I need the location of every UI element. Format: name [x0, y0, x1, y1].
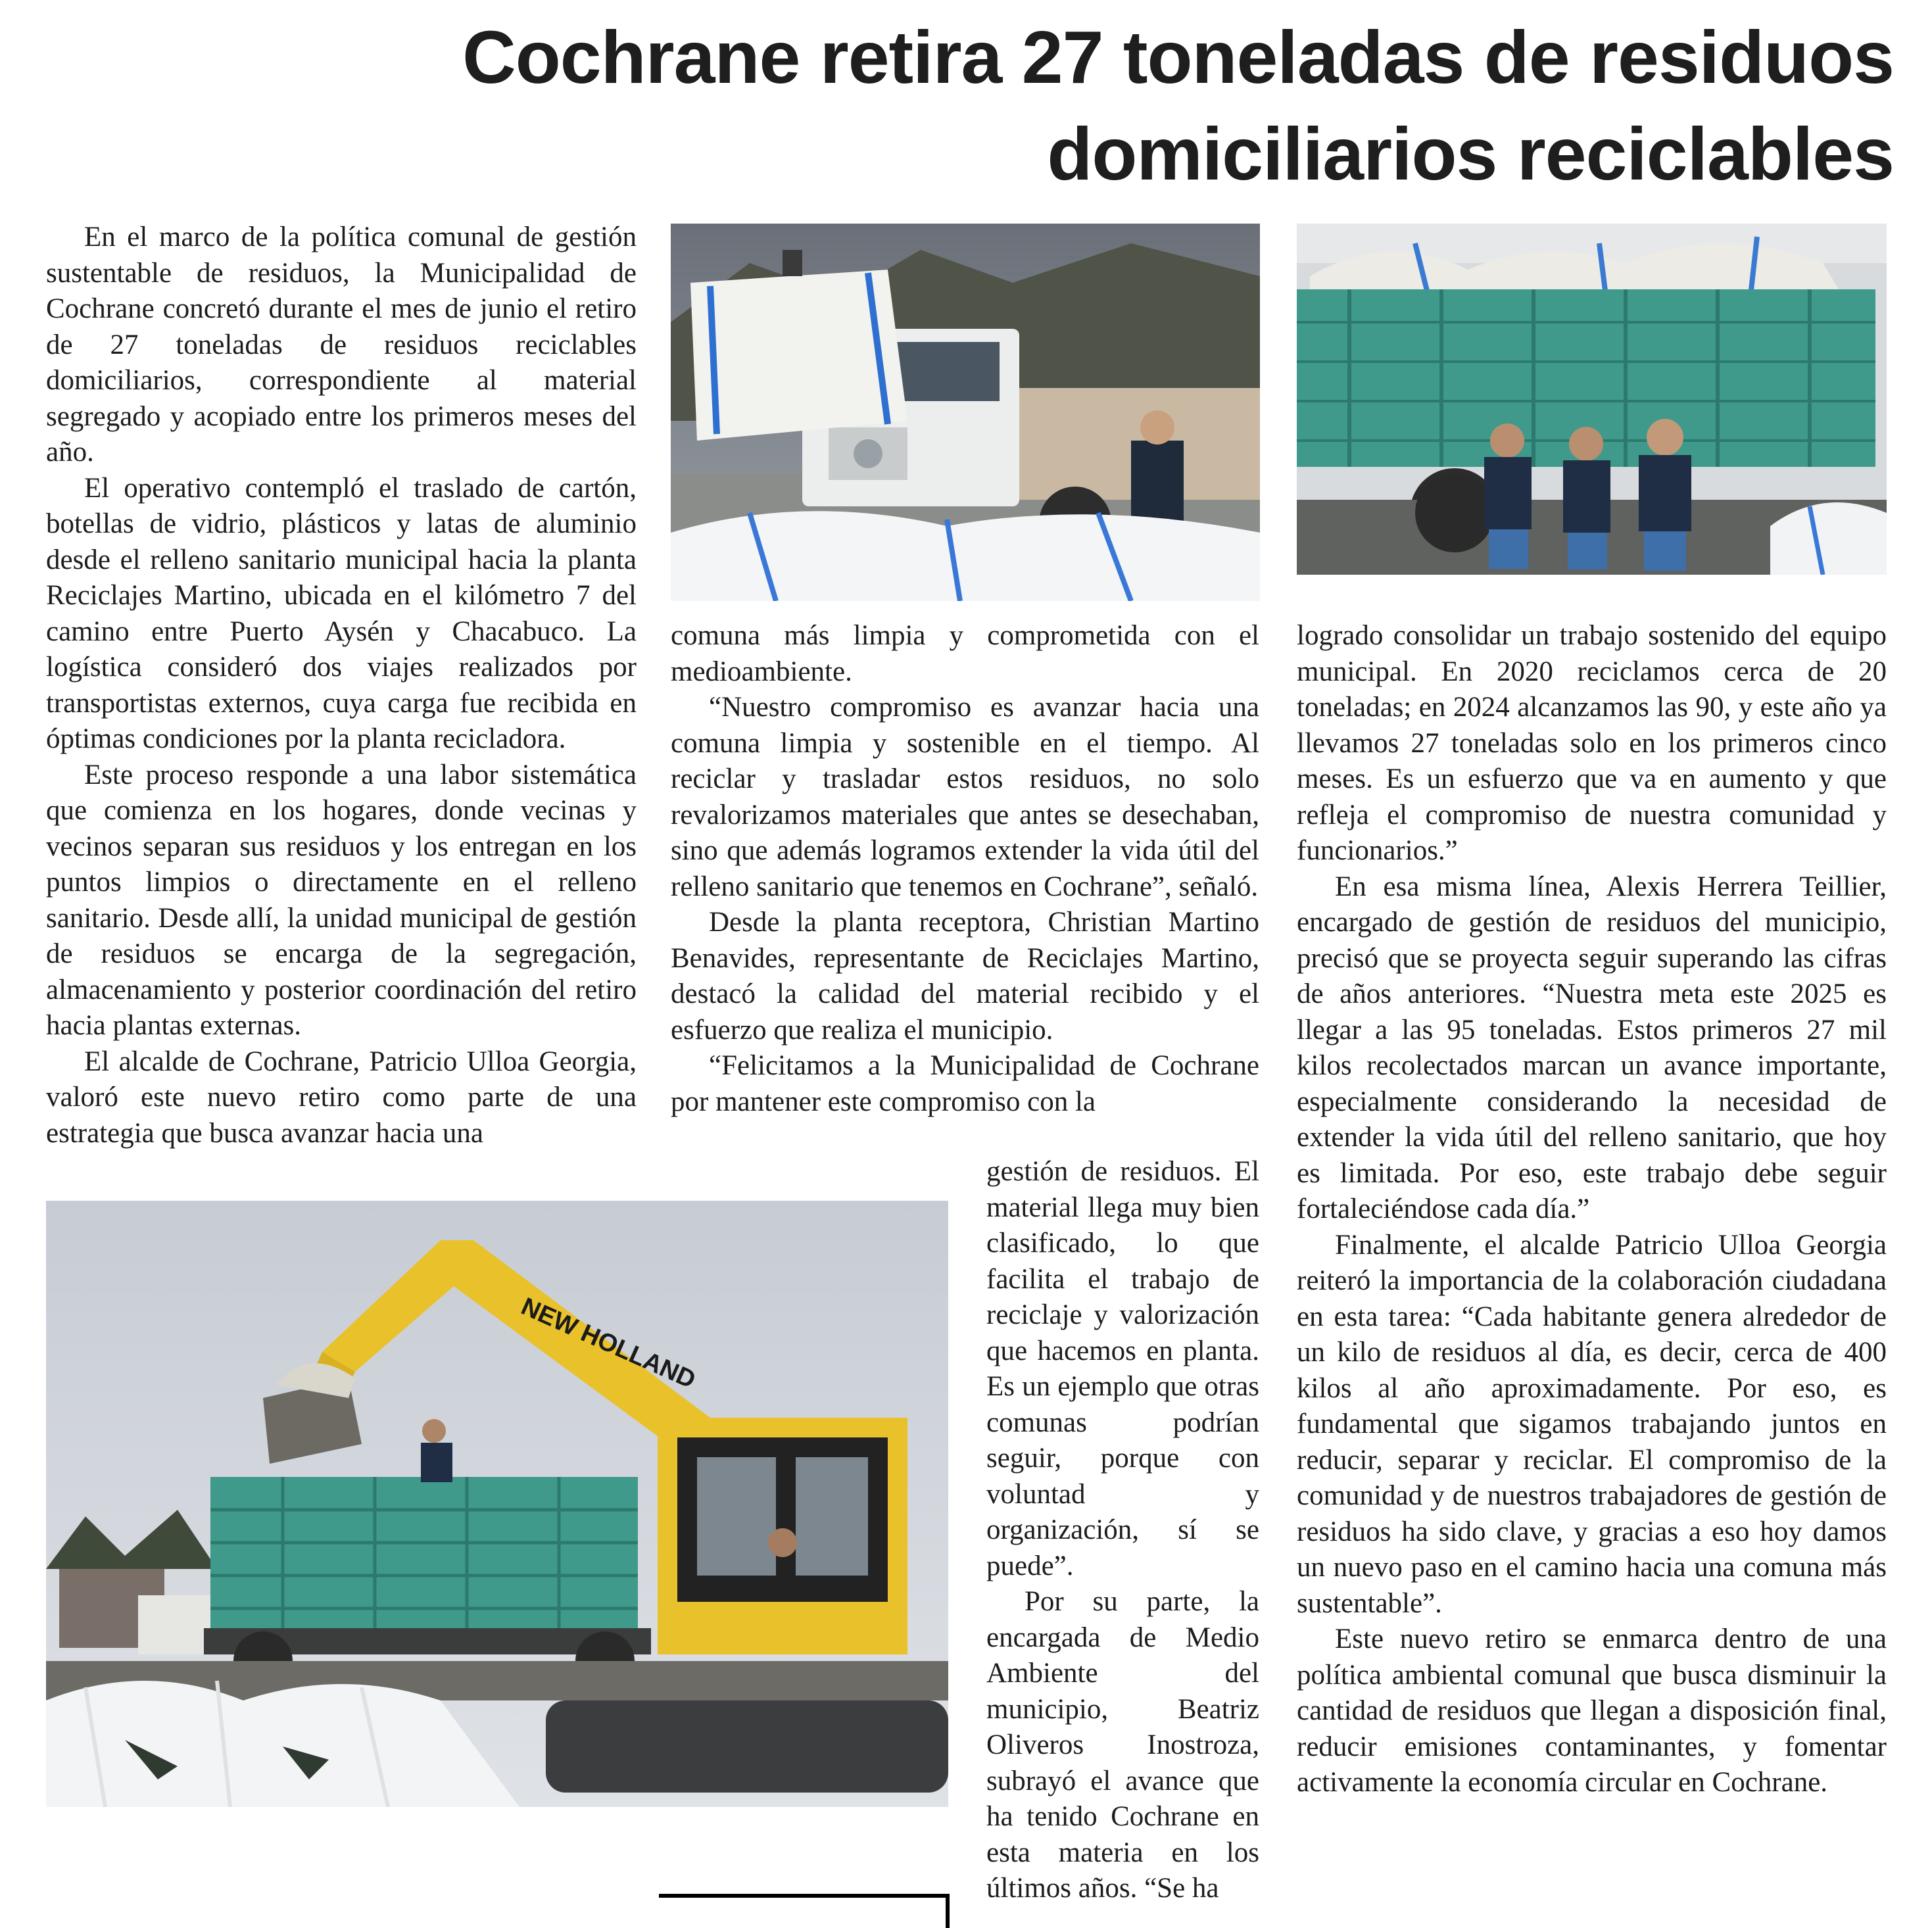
paragraph: El operativo contempló el traslado de cartón, botellas de vidrio, plásticos y latas de aluminio desde el relleno sanitario municipal hacia la planta Reciclajes Martino, ubicada en el kilómetro 7 del camino entre Puerto Aysén y Chacabuco. La logística consideró dos viajes realizados por transportistas externos, cuya carga fue recibida en óptimas condiciones por la planta recicladora.	[46, 472, 637, 754]
paragraph: gestión de residuos. El material llega muy bien clasificado, lo que facilita el trabajo de reciclaje y valorización que hacemos en planta. Es un ejemplo que otras comunas podrían seguir, porque con voluntad y organización, sí se puede”.	[986, 1156, 1259, 1581]
column-2-narrow	[986, 1154, 1259, 1907]
excavator-brand-text: NEW HOLLAND	[517, 1292, 700, 1395]
headline-line-1: Cochrane retira 27 toneladas de residuos	[462, 16, 1894, 99]
paragraph: “Nuestro compromiso es avanzar hacia una comuna limpia y sostenible en el tiempo. Al reciclar y trasladar estos residuos, no solo revalorizamos materiales que antes se desechaban, sino que además logramos extender la vida útil del relleno sanitario que tenemos en Cochrane”, señaló.	[671, 692, 1259, 902]
divider-vertical	[946, 1894, 950, 1928]
column-2	[671, 618, 1259, 1120]
paragraph: comuna más limpia y comprometida con el medioambiente.	[671, 620, 1259, 687]
paragraph: Finalmente, el alcalde Patricio Ulloa Georgia reiteró la importancia de la colaboración ciudadana en esta tarea: “Cada habitante genera alrededor de un kilo de residuos al día, es decir, cerca de 400 kilos al año aproximadamente. Por eso, es fundamental que sigamos trabajando juntos en reducir, separar y reciclar. El compromiso de la comunidad y de nuestros trabajadores de gestión de residuos ha sido clave, y gracias a eso hoy damos un nuevo paso en el camino hacia una comuna más sustentable”.	[1297, 1229, 1887, 1619]
photo-workers-truck	[1297, 224, 1887, 575]
column-1	[46, 220, 637, 1151]
paragraph: Por su parte, la encargada de Medio Ambiente del municipio, Beatriz Oliveros Inostroza, subrayó el avance que ha tenido Cochrane en esta materia en los últimos años. “Se ha	[986, 1586, 1259, 1904]
headline-line-2: domiciliarios reciclables	[1047, 112, 1894, 195]
paragraph: En el marco de la política comunal de gestión sustentable de residuos, la Municipalidad de Cochrane concretó durante el mes de junio el retiro de 27 toneladas de residuos reciclables domiciliarios, correspondiente al material segregado y acopiado entre los primeros meses del año.	[46, 222, 637, 468]
divider-bottom	[659, 1894, 950, 1898]
paragraph: En esa misma línea, Alexis Herrera Teillier, encargado de gestión de residuos del municipio, precisó que se proyecta seguir superando las cifras de años anteriores. “Nuestra meta este 2025 es llegar a las 95 toneladas. Estos primeros 27 mil kilos recolectados marcan un avance importante, especialmente considerando la necesidad de extender la vida útil del relleno sanitario, que hoy es limitada. Por eso, este trabajo debe seguir fortaleciéndose cada día.”	[1297, 871, 1887, 1224]
paragraph: Este proceso responde a una labor sistemática que comienza en los hogares, donde vecinas y vecinos separan sus residuos y los entregan en los puntos limpios o directamente en el relleno sanitario. Desde allí, la unidad municipal de gestión de residuos se encarga de la segregación, almacenamiento y posterior coordinación del retiro hacia plantas externas.	[46, 759, 637, 1041]
column-3	[1297, 618, 1887, 1801]
paragraph: Este nuevo retiro se enmarca dentro de una política ambiental comunal que busca disminuir la cantidad de residuos que llegan a disposición final, reducir emisiones contaminantes, y fomentar activamente la economía circular en Cochrane.	[1297, 1624, 1887, 1798]
paragraph: Desde la planta receptora, Christian Martino Benavides, representante de Reciclajes Martino, destacó la calidad del material recibido y el esfuerzo que realiza el municipio.	[671, 907, 1259, 1046]
photo-excavator	[46, 1201, 948, 1807]
paragraph: logrado consolidar un trabajo sostenido del equipo municipal. En 2020 reciclamos cerca de 20 toneladas; en 2024 alcanzamos las 90, y este año ya llevamos 27 toneladas solo en los primeros cinco meses. Es un esfuerzo que va en aumento y que refleja el compromiso de nuestra comunidad y funcionarios.”	[1297, 620, 1887, 866]
paragraph: “Felicitamos a la Municipalidad de Cochrane por mantener este compromiso con la	[671, 1050, 1259, 1117]
article-headline	[125, 9, 1894, 203]
paragraph: El alcalde de Cochrane, Patricio Ulloa Georgia, valoró este nuevo retiro como parte de una estrategia que busca avanzar hacia una	[46, 1046, 637, 1149]
photo-truck-loading	[671, 224, 1260, 601]
